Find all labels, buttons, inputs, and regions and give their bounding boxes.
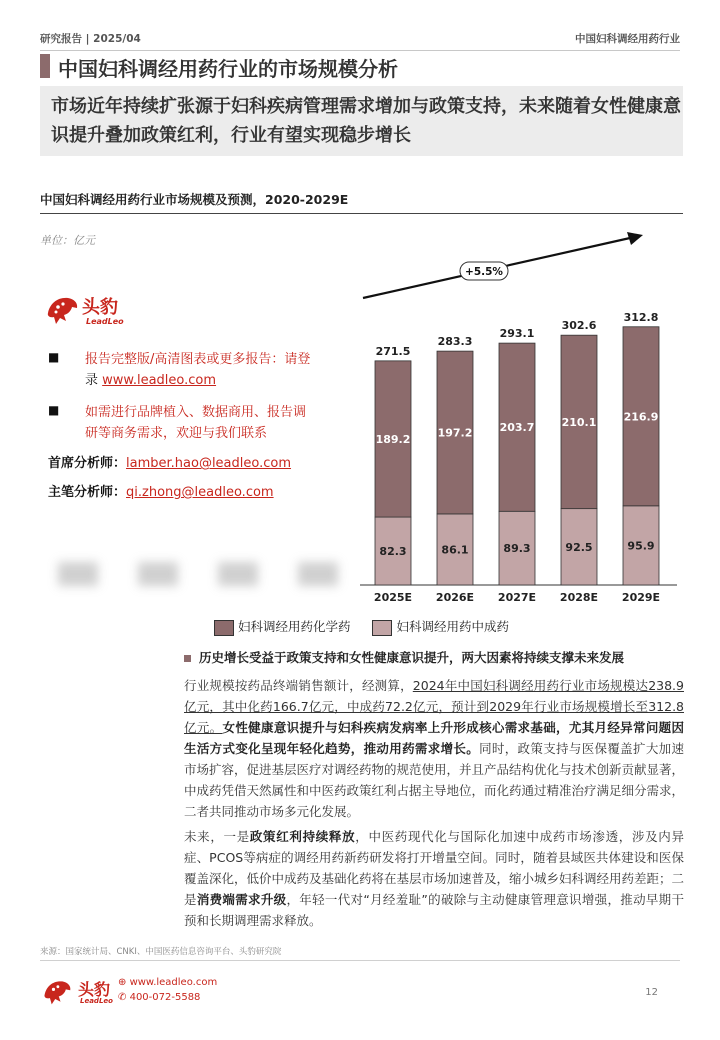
p2-text-c: ，中医药现代化与国际化加速中成药市场渗透，涉及内异症、PCOS等病症的调经用药新药研发将打开增量空间。同时，随着县域医共体建设和医保覆盖深化，低价中成药及基础化药将在基层市场加速普及，缩小城乡妇科调经用药差距；二是 [184, 829, 685, 907]
section-subheading [184, 648, 624, 666]
p2-text-d: ，年轻一代对“月经羞耻”的破除与主动健康管理意识增强，推动早期干预和长期调理需求释放。 [184, 892, 684, 928]
p1-text-bold: 女性健康意识提升与妇科疾病发病率上升形成核心需求基础，尤其月经异常问题因生活方式变化呈现年轻化趋势，推动用药需求增长。 [184, 720, 684, 756]
bar-value-label: 210.1 [561, 415, 597, 429]
chief-analyst-row [48, 452, 291, 474]
promo-item-report-line1: 报告完整版/高清图表或更多报告：请登 [85, 352, 311, 367]
title-accent-bar [40, 54, 50, 78]
category-label: 2025E [373, 591, 413, 604]
industry-tag: 中国妇科调经用药行业 [575, 33, 680, 45]
promo-brand-en: LeadLeo [86, 317, 124, 326]
bar-value-label: 89.3 [503, 542, 531, 556]
bar-value-label: 216.9 [623, 410, 659, 424]
growth-arrow-head-icon [627, 232, 643, 245]
market-size-chart [355, 228, 685, 608]
page-title: 中国妇科调经用药行业的市场规模分析 [58, 57, 398, 81]
bar-total-label: 271.5 [375, 344, 411, 358]
report-tag: 研究报告 | 2025/04 [40, 33, 141, 45]
p2-text-bold-2: 消费端需求升级 [196, 892, 287, 907]
category-label: 2026E [435, 591, 475, 604]
bar-value-label: 82.3 [379, 545, 407, 559]
p1-text-underlined: 2024年中国妇科调经用药行业市场规模达238.9亿元，其中化药166.7亿元，中成药72.2亿元，预计到2029年行业市场规模增长至312.8亿元。 [184, 678, 684, 735]
phone-icon: ✆ [118, 992, 127, 1003]
footer-phone [118, 992, 200, 1003]
promo-item-report-prefix: 录 [85, 373, 103, 388]
main-analyst-label: 主笔分析师： [48, 485, 127, 500]
footer-phone-text: 400-072-5588 [129, 992, 201, 1003]
bar-value-label: 86.1 [441, 543, 469, 557]
category-label: 2027E [497, 591, 537, 604]
chief-analyst-email[interactable]: lamber.hao@leadleo.com [126, 456, 292, 471]
legend-swatch-tcm [372, 620, 392, 636]
chart-legend [214, 617, 509, 636]
source-note: 来源：国家统计局、CNKI、中国医药信息咨询平台、头豹研究院 [40, 947, 282, 957]
main-analyst-email[interactable]: qi.zhong@leadleo.com [126, 485, 274, 500]
chart-title: 中国妇科调经用药行业市场规模及预测，2020-2029E [40, 192, 349, 207]
footer-website[interactable] [118, 977, 217, 988]
bar-value-label: 203.7 [499, 421, 535, 435]
p1-text-c: 同时，政策支持与医保覆盖扩大加速市场扩容，促进基层医疗对调经药物的规范使用，并且产品结构优化与技术创新贡献显著，中成药凭借天然属性和中医药政策红利占据主导地位，而化药通过精准治疗满足细分需求，二者共同推动市场多元化发展。 [184, 741, 685, 819]
paragraph-future [184, 826, 684, 931]
bar-value-label: 95.9 [627, 539, 655, 553]
page-number: 12 [645, 987, 658, 998]
footer-website-text[interactable]: www.leadleo.com [129, 977, 218, 988]
leopard-logo-icon [44, 293, 80, 327]
subheading-text: 历史增长受益于政策支持和女性健康意识提升，两大因素将持续支撑未来发展 [199, 650, 625, 665]
summary-text: 市场近年持续扩张源于妇科疾病管理需求增加与政策支持，未来随着女性健康意识提升叠加政策红利，行业有望实现稳步增长 [51, 96, 681, 146]
promo-brand: 头豹 [82, 297, 118, 318]
chart-title-divider [40, 213, 683, 214]
promo-bullet: ■ [48, 350, 60, 364]
subheading-square-icon [184, 655, 191, 662]
promo-item-report [85, 349, 360, 391]
bar-total-label: 312.8 [623, 310, 659, 324]
footer-leopard-icon [38, 977, 76, 1007]
chief-analyst-label: 首席分析师： [48, 456, 127, 471]
p1-text-a: 行业规模按药品终端销售额计，经测算， [184, 678, 413, 693]
paragraph-history [184, 675, 684, 822]
footer-brand: 头豹 [78, 980, 111, 999]
footer-divider [40, 960, 680, 961]
chart-unit: 单位：亿元 [40, 234, 95, 247]
legend-label-chem: 妇科调经用药化学药 [238, 619, 351, 634]
category-label: 2029E [621, 591, 661, 604]
main-analyst-row [48, 481, 274, 503]
blurred-chart-area [58, 562, 348, 602]
legend-label-tcm: 妇科调经用药中成药 [396, 619, 509, 634]
promo-item-business-line1: 如需进行品牌植入、数据商用、报告调 [85, 405, 307, 420]
globe-icon: ⊕ [118, 977, 127, 988]
promo-item-business-line2: 研等商务需求，欢迎与我们联系 [85, 426, 268, 441]
bar-total-label: 293.1 [499, 327, 535, 341]
p2-text-a: 未来，一是 [184, 829, 250, 844]
promo-bullet: ■ [48, 403, 60, 417]
p2-text-bold-1: 政策红利持续释放 [249, 829, 356, 844]
category-label: 2028E [559, 591, 599, 604]
cagr-label: +5.5% [465, 266, 503, 278]
legend-swatch-chem [214, 620, 234, 636]
bar-total-label: 283.3 [437, 335, 473, 349]
footer-brand-en: LeadLeo [80, 997, 113, 1005]
promo-item-business [85, 402, 360, 444]
header-divider [40, 50, 680, 51]
bar-value-label: 197.2 [437, 426, 473, 440]
bar-value-label: 92.5 [565, 540, 593, 554]
bar-total-label: 302.6 [561, 319, 597, 333]
leadleo-link[interactable]: www.leadleo.com [102, 373, 217, 388]
bar-value-label: 189.2 [375, 432, 411, 446]
